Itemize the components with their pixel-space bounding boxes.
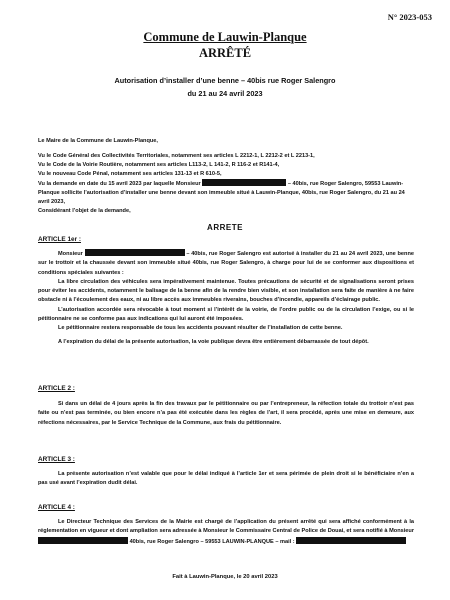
article-1-p1-b: – 40bis, rue Roger Salengro est autorisé à installer du 21 au 24 avril 2023, une benne sur le trottoir et la chaussée devant son immeuble situé 40bis, rue Roger Salengro, à charge pour lui de se conformer aux dispositions et conditions spéciales suivantes :: [38, 251, 414, 276]
article-1-p3: L’autorisation accordée sera révocable à tout moment si l’intérêt de la voirie, de l’ordre public ou de la circulation l’exige, ou si le pétitionnaire ne se conforme pas aux indications qui lui auront été imposées.: [38, 306, 414, 323]
vu-demande: [38, 179, 416, 207]
article-2-label: ARTICLE 2 :: [38, 385, 75, 392]
document-type-title: ARRÊTÉ: [198, 46, 252, 60]
article-4-p1: [38, 518, 414, 547]
document-header: [0, 30, 450, 61]
demand-text-b: – 40bis, rue Roger Salengro, 59553 Lauwin-Planque sollicite l’autorisation d’installer une benne devant son immeuble situé à Lauwin-Planque, 40bis, rue Roger Salengro, du 21 au 24 avril 2023,: [38, 181, 405, 205]
article-3-body: [38, 470, 414, 489]
vu-voirie: Vu le Code de la Voirie Routière, notamment ses articles L113-2, L 141-2, R 116-2 et R141-4,: [38, 162, 280, 168]
article-1-body: [38, 249, 414, 347]
article-1-p1-a: Monsieur: [58, 251, 83, 257]
article-4-p1-b: 40bis, rue Roger Salengro – 59553 LAUWIN-PLANQUE – mail :: [129, 538, 295, 545]
article-1-p5: A l’expiration du délai de la présente autorisation, la voie publique devra être entièrement débarrassée de tout dépôt.: [58, 338, 369, 345]
considerant: Considérant l’objet de la demande,: [38, 208, 131, 214]
redaction-bar: [85, 249, 185, 256]
subject-line-1: Autorisation d’installer d’une benne – 40bis rue Roger Salengro: [114, 76, 336, 85]
article-4-label: ARTICLE 4 :: [38, 504, 75, 511]
legal-basis: [38, 152, 416, 216]
commune-name: Commune de Lauwin-Planque: [143, 30, 307, 44]
article-1-label: ARTICLE 1er :: [38, 236, 81, 243]
article-1-p4: Le pétitionnaire restera responsable de tous les accidents pouvant résulter de l’installation de cette benne.: [58, 325, 343, 332]
demand-text-a: Vu la demande en date du 15 avril 2023 par laquelle Monsieur: [38, 181, 201, 187]
article-4-p1-a: Le Directeur Technique des Services de la Mairie est chargé de l’application du présent arrêté qui sera affiché conformément à la réglementation en vigueur et dont ampliation sera adressée à Monsieur le Commissaire Central de Police de Douai, et sera notifié à Monsieur: [38, 519, 414, 535]
arrete-heading: ARRETE: [207, 223, 243, 232]
article-2-body: [38, 400, 414, 428]
article-1-p1: [38, 249, 414, 278]
document-subject: [40, 74, 410, 100]
intro-text: Le Maire de la Commune de Lauwin-Planque,: [38, 138, 158, 144]
article-1-p2: La libre circulation des véhicules sera impérativement maintenue. Toutes précautions de sécurité et de signalisations seront prises pour éviter les accidents, notamment le balisage de la benne afin de la rendre bien visible, et son installation sera faite de manière à ne faire obstacle ni à l’écoulement des eaux, ni au libre accès aux immeubles riverains, bouches d’incendie, appareils d’éclairage public.: [38, 278, 414, 304]
subject-line-2: du 21 au 24 avril 2023: [187, 89, 263, 98]
vu-code-penal: Vu le nouveau Code Pénal, notamment ses articles 131-13 et R 610-5,: [38, 171, 222, 177]
redaction-bar: [202, 179, 286, 186]
article-4-body: [38, 518, 414, 547]
signature-line: Fait à Lauwin-Planque, le 20 avril 2023: [172, 574, 278, 580]
article-2-p1: Si dans un délai de 4 jours après la fin des travaux par le pétitionnaire ou par l’entrepreneur, la réfection totale du trottoir n’est pas faite ou n’est pas terminée, ou bien encore n’a pas été exécutée dans les règles de l’art, il sera procédé, après une mise en demeure, aux réfections nécessaires, par le Service Technique de la Commune, aux frais du pétitionnaire.: [38, 401, 414, 426]
redaction-bar: [38, 537, 128, 544]
redaction-bar: [296, 537, 406, 544]
document-number: N° 2023-053: [387, 12, 432, 22]
article-3-p1: La présente autorisation n’est valable que pour le délai indiqué à l’article 1er et sera périmée de plein droit si le bénéficiaire n’en a pas usé avant l’expiration dudit délai.: [38, 471, 414, 487]
article-3-label: ARTICLE 3 :: [38, 456, 75, 463]
vu-cgct: Vu le Code Général des Collectivités Territoriales, notamment ses articles L 2212-1, L 2212-2 et L 2213-1,: [38, 153, 315, 159]
